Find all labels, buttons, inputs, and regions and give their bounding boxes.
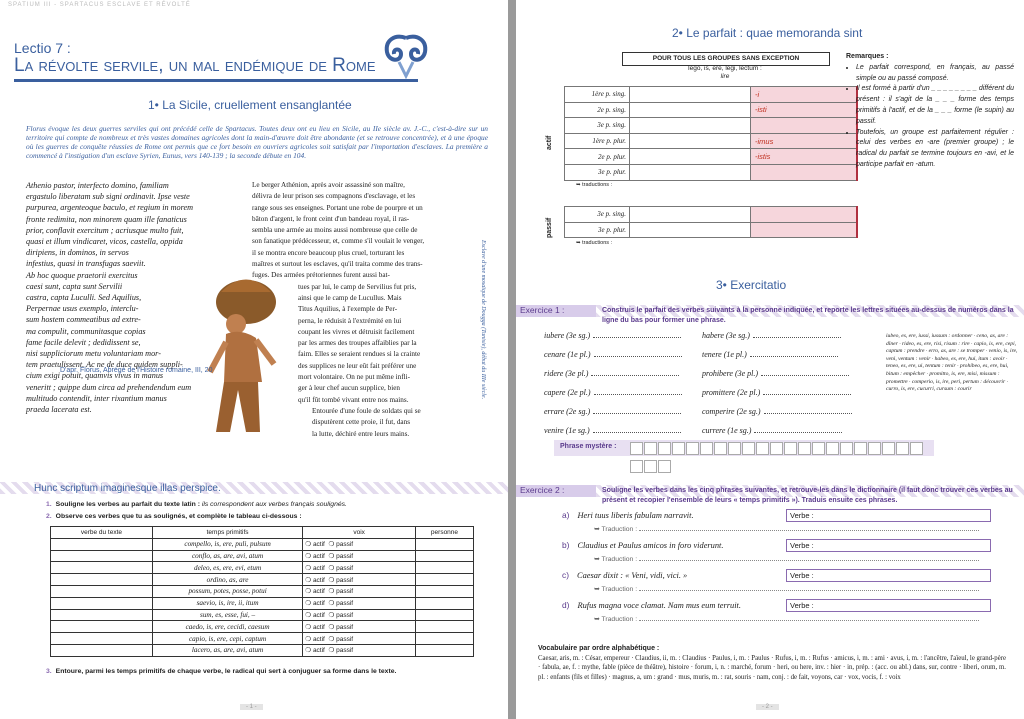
person-cell[interactable] bbox=[415, 621, 473, 633]
french-line: fuges. Des armées prétoriennes furent aussi bat- bbox=[252, 271, 390, 280]
intro-paragraph: Florus évoque les deux guerres serviles qui ont précédé celle de Spartacus. Toutes deux ont eu lieu en Sicile, au IIe siècle av. J.-C., c'est-à-dire sur un territoire qui compte de nombreux et très vastes domaines agricoles dont la main-d'œuvre doit être abondante (et se retrouve concentrée), et à une époque où les guerres de conquête réussies de Rome ont permis que ce fort besoin en ouvriers agricoles soit satisfait par l'importation d'esclaves. La première a commencé à l'instigation d'un esclave Syrien, Eunus, vers 140-139 ; la seconde débute en 104. bbox=[26, 124, 488, 160]
person-cell[interactable] bbox=[415, 597, 473, 609]
remarks bbox=[846, 52, 1014, 171]
primitive-tenses-cell: lacero, as, are, avi, atum bbox=[152, 644, 302, 656]
ex1-item: prohibere (3e pl.) bbox=[702, 368, 849, 378]
french-line: perna, le réduisit à l'extrémité en lui bbox=[298, 316, 402, 325]
table-row bbox=[51, 574, 474, 586]
ex1-item: tenere (1e pl.) bbox=[702, 349, 838, 359]
page-number-left: - 1 - bbox=[240, 704, 263, 710]
actif-radio[interactable]: ❍ actif bbox=[305, 635, 325, 643]
voice-cell bbox=[303, 585, 416, 597]
mystery-cell[interactable] bbox=[756, 442, 769, 455]
actif-radio[interactable]: ❍ actif bbox=[305, 600, 325, 608]
voice-cell bbox=[303, 562, 416, 574]
latin-line: Ab hoc quoque praetorii exercitus bbox=[26, 270, 138, 280]
answer-field[interactable] bbox=[593, 425, 681, 433]
remarks-list bbox=[846, 63, 1014, 171]
passif-radio[interactable]: ❍ passif bbox=[328, 611, 354, 619]
ex1-glossary: iubeo, es, ere, iussi, iussum : ordonner · ceno, as, are : dîner · rideo, es, ere, risi, risum : rire · capio, is, ere, cepi, captum : prendre · erro, as, are : se tromper · venio, is, ire, veni, ventum : venir · habeo, es, ere, hui, itum : avoir · teneo, es, ere, ui, tentum : tenir · prohibeo, es, ere, hui, bitum : empêcher · promitto, is, ere, misi, missum : promettre · comperio, is, ire, peri, pertum : découvrir · curro, is, ere, cucurri, cursum : courir bbox=[886, 333, 1018, 393]
latin-line: quasi et illum vindicaret, vicos, castella, oppida bbox=[26, 237, 183, 247]
latin-line: cium exigi potuit, quamvis vivus in manus bbox=[26, 371, 164, 381]
right-page bbox=[516, 0, 1024, 719]
stem-cell[interactable] bbox=[630, 118, 751, 134]
latin-line: purpurea, argenteoque baculo, et regium in morem bbox=[26, 203, 194, 213]
ex1-item: promittere (2e pl.) bbox=[702, 387, 851, 397]
latin-line: veneritt ; quippe dum circa ad prehendendum eum bbox=[26, 382, 192, 392]
table-row bbox=[51, 538, 474, 550]
exercise-2-instructions: Souligne les verbes dans les cinq phrases suivantes, et retrouve-les dans le dictionnaire (il faut donc trouver ces verbes au présent et recopier l'ensemble de leurs « temps primitifs »). Traduis ensuite ces phrases. bbox=[602, 487, 1013, 504]
running-head: SPATIUM III - SPARTACUS ESCLAVE ET RÉVOLTÉ bbox=[8, 2, 191, 8]
actif-radio[interactable]: ❍ actif bbox=[305, 564, 325, 572]
actif-radio[interactable]: ❍ actif bbox=[305, 552, 325, 560]
latin-line: nisi suppliciorum metu voluntariam mor- bbox=[26, 349, 161, 359]
verbe-input[interactable]: Verbe : bbox=[786, 539, 991, 552]
col-header-verb: verbe du texte bbox=[51, 527, 153, 539]
mystery-cell[interactable] bbox=[658, 460, 671, 473]
section-2-title: Hunc scriptum imaginesque illas perspice. bbox=[34, 483, 221, 494]
answer-field[interactable] bbox=[753, 330, 841, 338]
french-line: sembla une armée au moins aussi nombreuse que celle de bbox=[252, 226, 418, 235]
mystery-cell[interactable] bbox=[798, 442, 811, 455]
stem-cell[interactable] bbox=[630, 102, 751, 118]
table-row bbox=[51, 644, 474, 656]
person-cell[interactable] bbox=[415, 538, 473, 550]
mystery-cell[interactable] bbox=[630, 442, 643, 455]
step-2: 2. Observe ces verbes que tu as soulignés, et complète le tableau ci-dessous : bbox=[46, 513, 302, 520]
person-cell[interactable] bbox=[415, 644, 473, 656]
passif-radio[interactable]: ❍ passif bbox=[328, 647, 354, 655]
french-line: mort volontaire. On ne put même infli- bbox=[298, 373, 410, 382]
passif-radio[interactable]: ❍ passif bbox=[328, 635, 354, 643]
mystery-cell[interactable] bbox=[910, 442, 923, 455]
verb-text-cell[interactable] bbox=[51, 633, 153, 645]
mystery-cell[interactable] bbox=[770, 442, 783, 455]
latin-line: ergastulo liberatam sub signi ordinavit. Ipse veste bbox=[26, 192, 190, 202]
traduction-line[interactable]: ➥ Traduction : bbox=[594, 554, 979, 563]
french-line: Le berger Athénion, après avoir assassiné son maître, bbox=[252, 181, 405, 189]
french-line: ainsi que le camp de Lucullus. Mais bbox=[298, 293, 402, 302]
ending-cell bbox=[751, 207, 858, 223]
conjugation-row bbox=[565, 102, 858, 118]
french-line: Entourée d'une foule de soldats qui se bbox=[312, 406, 421, 415]
mystery-cell[interactable] bbox=[868, 442, 881, 455]
ending-cell bbox=[751, 222, 858, 238]
conjugation-row bbox=[565, 207, 858, 223]
latin-line: diripiens, in dominos, in servos bbox=[26, 248, 129, 258]
answer-field[interactable] bbox=[591, 368, 679, 376]
latin-line: Athenio pastor, interfecto domino, familiam bbox=[26, 181, 169, 190]
person-cell[interactable] bbox=[415, 574, 473, 586]
stem-cell[interactable] bbox=[630, 149, 751, 165]
latin-line: prior, conflavit exercitum ; acriusque multo fuit, bbox=[26, 225, 184, 235]
answer-field[interactable] bbox=[761, 368, 849, 376]
primitive-tenses-cell: sum, es, esse, fui, – bbox=[152, 609, 302, 621]
table-row bbox=[51, 633, 474, 645]
ram-horns-emblem-icon bbox=[377, 32, 435, 80]
passif-radio[interactable]: ❍ passif bbox=[328, 564, 354, 572]
conjugation-model bbox=[622, 65, 828, 81]
mystery-cell[interactable] bbox=[728, 442, 741, 455]
ex1-item: currere (1e sg.) bbox=[702, 425, 842, 435]
person-label: 2e p. plur. bbox=[565, 149, 630, 165]
person-label: 1ère p. sing. bbox=[565, 87, 630, 103]
remark-item: • Toutefois, un groupe est parfaitement régulier : celui des verbes en -are (premier groupe) ; le radical du parfait se termine toujours en -avi, et le participe parfait en -atum. bbox=[856, 128, 1014, 171]
ex1-item: cenare (1e pl.) bbox=[544, 349, 682, 359]
voice-cell bbox=[303, 538, 416, 550]
person-label: 3e p. plur. bbox=[565, 164, 630, 180]
remark-item: • Il est formé à partir d'un _ _ _ _ _ _ _ _ différent du présent : il s'agit de la _ _ _ forme des temps primitifs à l'actif, et de la _ _ _ forme (le supin) au passif. bbox=[856, 84, 1014, 127]
stem-cell[interactable] bbox=[630, 207, 751, 223]
stem-cell[interactable] bbox=[630, 87, 751, 103]
latin-line: fronte redimita, non minorem quam ille fanaticus bbox=[26, 214, 187, 224]
ending-cell: -isti bbox=[751, 102, 858, 118]
mystery-cell[interactable] bbox=[896, 442, 909, 455]
section-1-title: 1• La Sicile, cruellement ensanglantée bbox=[148, 98, 352, 112]
title-underline bbox=[14, 79, 418, 82]
section-3-heading: 3• Exercitatio bbox=[716, 278, 787, 292]
mystery-cell[interactable] bbox=[854, 442, 867, 455]
vocab-title: Vocabulaire par ordre alphabétique : bbox=[538, 645, 660, 652]
mystery-cell[interactable] bbox=[714, 442, 727, 455]
traduction-line[interactable]: ➥ Traduction : bbox=[594, 584, 979, 593]
ending-cell: -i bbox=[751, 87, 858, 103]
ending-cell bbox=[751, 164, 858, 180]
passif-radio[interactable]: ❍ passif bbox=[328, 576, 354, 584]
mystery-cell[interactable] bbox=[644, 460, 657, 473]
french-line: son fanatique prédécesseur, et, comme s'il voulait le venger, bbox=[252, 237, 425, 246]
ex1-item: errare (2e sg.) bbox=[544, 406, 681, 416]
page-title: La révolte servile, un mal endémique de Rome bbox=[14, 55, 376, 76]
mystery-cell[interactable] bbox=[812, 442, 825, 455]
voice-cell bbox=[303, 621, 416, 633]
actif-radio[interactable]: ❍ actif bbox=[305, 541, 325, 549]
verb-text-cell[interactable] bbox=[51, 597, 153, 609]
conjugation-row bbox=[565, 118, 858, 134]
conjugation-row bbox=[565, 164, 858, 180]
primitive-tenses-cell: caedo, is, ere, cecidi, caesum bbox=[152, 621, 302, 633]
verb-text-cell[interactable] bbox=[51, 621, 153, 633]
answer-field[interactable] bbox=[593, 406, 681, 414]
answer-field[interactable] bbox=[750, 349, 838, 357]
person-cell[interactable] bbox=[415, 633, 473, 645]
table-row bbox=[51, 550, 474, 562]
ex1-item: capere (2e pl.) bbox=[544, 387, 682, 397]
answer-field[interactable] bbox=[594, 387, 682, 395]
answer-field[interactable] bbox=[593, 330, 681, 338]
primitive-tenses-cell: compello, is, ere, puli, pulsum bbox=[152, 538, 302, 550]
ex1-item: venire (1e sg.) bbox=[544, 425, 681, 435]
table-row bbox=[51, 585, 474, 597]
person-cell[interactable] bbox=[415, 550, 473, 562]
step-3: 3. Entoure, parmi les temps primitifs de chaque verbe, le radical qui sert à conjuguer sa forme dans le texte. bbox=[46, 668, 397, 675]
latin-line: tem praetulissent. Ac ne de duce quidem suppli- bbox=[26, 360, 183, 370]
french-line: Titus Aquilius, à l'exemple de Per- bbox=[298, 305, 398, 314]
verbe-input[interactable]: Verbe : bbox=[786, 569, 991, 582]
passif-radio[interactable]: ❍ passif bbox=[328, 588, 354, 596]
person-label: 2e p. sing. bbox=[565, 102, 630, 118]
page-number-right: - 2 - bbox=[756, 704, 779, 710]
col-header-person: personne bbox=[415, 527, 473, 539]
voice-cell bbox=[303, 644, 416, 656]
french-line: par les armes des troupes affaiblies par la bbox=[298, 339, 417, 348]
voice-cell bbox=[303, 550, 416, 562]
passif-label: passif bbox=[546, 217, 553, 238]
actif-label: actif bbox=[546, 135, 553, 150]
verb-text-cell[interactable] bbox=[51, 585, 153, 597]
mystery-cell[interactable] bbox=[644, 442, 657, 455]
mystery-sentence-bar bbox=[554, 440, 934, 456]
ex2-sentence: d) Rufus magna voce clamat. Nam mus eum terruit. bbox=[562, 600, 741, 610]
answer-field[interactable] bbox=[763, 387, 851, 395]
primitive-tenses-cell: capio, is, ere, cepi, captum bbox=[152, 633, 302, 645]
exercise-1-label: Exercice 1 : bbox=[516, 305, 596, 317]
mystery-cell[interactable] bbox=[784, 442, 797, 455]
voice-cell bbox=[303, 574, 416, 586]
latin-line: caesi sunt, capta sunt Servilii bbox=[26, 281, 123, 291]
actif-radio[interactable]: ❍ actif bbox=[305, 576, 325, 584]
vocabulary bbox=[538, 644, 1006, 682]
actif-conjugation-table bbox=[564, 86, 858, 181]
stem-cell[interactable] bbox=[630, 164, 751, 180]
stem-cell[interactable] bbox=[630, 222, 751, 238]
page-gutter bbox=[508, 0, 516, 719]
lectio-number: Lectio 7 : bbox=[14, 40, 71, 56]
passif-radio[interactable]: ❍ passif bbox=[328, 600, 354, 608]
ex1-item: comperire (2e sg.) bbox=[702, 406, 852, 416]
exercise-2-label: Exercice 2 : bbox=[516, 485, 596, 497]
french-line: qu'il fût tombé vivant entre nos mains. bbox=[298, 395, 409, 404]
traduction-line[interactable]: ➥ Traduction : bbox=[594, 614, 979, 623]
french-line: range sous ses enseignes. Portant une robe de pourpre et un bbox=[252, 203, 423, 212]
table-row bbox=[51, 562, 474, 574]
col-header-voice: voix bbox=[303, 527, 416, 539]
latin-line: castra, capta Luculli. Sed Aquilius, bbox=[26, 293, 142, 303]
actif-traductions: ➥ traductions : bbox=[576, 182, 613, 188]
french-line: délivra de leur prison ses compagnons d'esclavage, et les bbox=[252, 192, 416, 201]
person-label: 3e p. sing. bbox=[565, 207, 630, 223]
french-line: la lutte, déchiré entre leurs mains. bbox=[312, 429, 410, 438]
model-meaning: lire bbox=[720, 73, 730, 80]
conjugation-row bbox=[565, 149, 858, 165]
mystery-cell[interactable] bbox=[742, 442, 755, 455]
verb-text-cell[interactable] bbox=[51, 574, 153, 586]
ex2-sentence: b) Claudius et Paulus amicos in foro viderunt. bbox=[562, 540, 724, 550]
passif-conjugation-table bbox=[564, 206, 858, 238]
verb-text-cell[interactable] bbox=[51, 550, 153, 562]
mystery-cell[interactable] bbox=[882, 442, 895, 455]
latin-line: ma compulit, communitasque copias bbox=[26, 326, 146, 336]
answer-field[interactable] bbox=[754, 425, 842, 433]
passif-traductions: ➥ traductions : bbox=[576, 240, 613, 246]
mystery-cell[interactable] bbox=[700, 442, 713, 455]
image-credit: Esclave d'une mosaïque de Dougga (Tunisie), début du IIIe siècle. bbox=[480, 240, 486, 400]
verbe-input[interactable]: Verbe : bbox=[786, 599, 991, 612]
ending-cell: -istis bbox=[751, 149, 858, 165]
voice-cell bbox=[303, 633, 416, 645]
mystery-cells bbox=[630, 442, 934, 478]
person-cell[interactable] bbox=[415, 562, 473, 574]
answer-field[interactable] bbox=[594, 349, 682, 357]
verb-text-cell[interactable] bbox=[51, 609, 153, 621]
passif-radio[interactable]: ❍ passif bbox=[328, 552, 354, 560]
actif-radio[interactable]: ❍ actif bbox=[305, 647, 325, 655]
model-verb: lego, is, ere, legi, lectum : bbox=[688, 65, 762, 72]
mystery-cell[interactable] bbox=[686, 442, 699, 455]
latin-line: praeda lacerata est. bbox=[26, 405, 92, 415]
person-cell[interactable] bbox=[415, 585, 473, 597]
latin-line: infestius, quasi in transfugas saeviit. bbox=[26, 259, 146, 269]
primitive-tenses-cell: deleo, es, ere, evi, etum bbox=[152, 562, 302, 574]
french-line: faim. Elles se seraient rendues si la crainte bbox=[298, 350, 421, 359]
actif-radio[interactable]: ❍ actif bbox=[305, 611, 325, 619]
person-cell[interactable] bbox=[415, 609, 473, 621]
vocab-text: Caesar, aris, m. : César, empereur · Claudius, ii, m. : Claudius · Paulus, i, m. : Paulus · Rufus, i, m. : Rufus · amicus, i, m. : ami · avus, i, m. : l'ancêtre, l'aïeul, le grand-père · fabula, ae, f. : mythe, fable (pièce de théâtre), histoire · forum, i, n. : marché, forum · heri, ou here, inv. : hier · in, prép. : (acc. ou abl.) dans, sur, contre · liberi, orum, m. pl. : enfants (fils et filles) · magnus, a, um : grand · mus, muris, m. : rat, souris · nam, conj. : de fait, voyons, car · vox, vocis, f. : voix bbox=[538, 654, 1006, 681]
verbe-input[interactable]: Verbe : bbox=[786, 509, 991, 522]
ex2-sentence: c) Caesar dixit : « Veni, vidi, vici. » bbox=[562, 570, 688, 580]
actif-radio[interactable]: ❍ actif bbox=[305, 623, 325, 631]
remark-item: • Le parfait correspond, en français, au passé simple ou au passé composé. bbox=[856, 63, 1014, 85]
table-row bbox=[51, 609, 474, 621]
ending-cell bbox=[751, 118, 858, 134]
verb-text-cell[interactable] bbox=[51, 644, 153, 656]
table-row bbox=[51, 621, 474, 633]
ending-cell: -imus bbox=[751, 133, 858, 149]
section-2-heading: 2• Le parfait : quae memoranda sint bbox=[672, 26, 863, 40]
french-line: disputèrent cette proie, il fut, dans bbox=[312, 418, 410, 427]
french-line: coupant les vivres et détruisit facilement bbox=[298, 327, 415, 336]
ex1-item: iubere (3e sg.) bbox=[544, 330, 681, 340]
mystery-cell[interactable] bbox=[630, 460, 643, 473]
voice-cell bbox=[303, 609, 416, 621]
actif-radio[interactable]: ❍ actif bbox=[305, 588, 325, 596]
passif-radio[interactable]: ❍ passif bbox=[328, 623, 354, 631]
step-1: 1. Souligne les verbes au parfait du texte latin : ils correspondent aux verbes français soulignés. bbox=[46, 501, 347, 508]
conjugation-row bbox=[565, 87, 858, 103]
voice-cell bbox=[303, 597, 416, 609]
french-line: des supplices ne leur eût fait préférer une bbox=[298, 361, 417, 370]
latin-line: sum hostem commeatibus ad extre- bbox=[26, 315, 141, 325]
french-line: tues par lui, le camp de Servilius fut pris, bbox=[298, 282, 417, 291]
primitive-tenses-cell: conflo, as, are, avi, atum bbox=[152, 550, 302, 562]
primitive-tenses-cell: saevio, is, ire, ii, itum bbox=[152, 597, 302, 609]
verbs-table bbox=[50, 526, 474, 657]
table-row bbox=[51, 597, 474, 609]
conjugation-box-title: POUR TOUS LES GROUPES SANS EXCEPTION bbox=[622, 52, 830, 66]
mystery-cell[interactable] bbox=[840, 442, 853, 455]
verb-text-cell[interactable] bbox=[51, 562, 153, 574]
person-label: 1ère p. plur. bbox=[565, 133, 630, 149]
mystery-label: Phrase mystère : bbox=[560, 443, 617, 450]
exercise-1-instructions: Construis le parfait des verbes suivants à la personne indiquée, et reporte les lettres situées au-dessus de numéros dans la ligne du bas pour former une phrase. bbox=[602, 307, 1014, 324]
primitive-tenses-cell: possum, potes, posse, potui bbox=[152, 585, 302, 597]
col-header-primitive: temps primitifs bbox=[152, 527, 302, 539]
ex1-item: ridere (3e pl.) bbox=[544, 368, 679, 378]
mystery-cell[interactable] bbox=[658, 442, 671, 455]
mystery-cell[interactable] bbox=[826, 442, 839, 455]
person-label: 3e p. sing. bbox=[565, 118, 630, 134]
primitive-tenses-cell: ordino, as, are bbox=[152, 574, 302, 586]
latin-line: multitudo contendit, inter rixantium manus bbox=[26, 393, 167, 403]
answer-field[interactable] bbox=[764, 406, 852, 414]
latin-source: D'apr. Florus, Abrégé de l'Histoire romaine, III, 20 bbox=[60, 367, 213, 374]
stem-cell[interactable] bbox=[630, 133, 751, 149]
slave-mosaic-figure-image bbox=[196, 262, 296, 442]
passif-radio[interactable]: ❍ passif bbox=[328, 541, 354, 549]
left-page bbox=[0, 0, 508, 719]
ex1-item: habere (3e sg.) bbox=[702, 330, 841, 340]
french-line: ger à leur chef aucun supplice, bien bbox=[298, 384, 400, 393]
latin-line: Perpernae usus exemplo, interclu- bbox=[26, 304, 139, 314]
ex2-sentence: a) Heri tuus liberis fabulam narravit. bbox=[562, 510, 694, 520]
remarks-title: Remarques : bbox=[846, 53, 889, 60]
french-line: bâton d'argent, le front ceint d'un bandeau royal, il ras- bbox=[252, 214, 410, 223]
french-line: maîtres et surtout les esclaves, qu'il traita comme des trans- bbox=[252, 260, 423, 269]
conjugation-row bbox=[565, 133, 858, 149]
verb-text-cell[interactable] bbox=[51, 538, 153, 550]
person-label: 3e p. plur. bbox=[565, 222, 630, 238]
latin-line: fame facile delevit ; dedidissent se, bbox=[26, 337, 141, 347]
conjugation-row bbox=[565, 222, 858, 238]
traduction-line[interactable]: ➥ Traduction : bbox=[594, 524, 979, 533]
mystery-cell[interactable] bbox=[672, 442, 685, 455]
french-line: il se montra encore beaucoup plus cruel, torturant les bbox=[252, 248, 405, 257]
